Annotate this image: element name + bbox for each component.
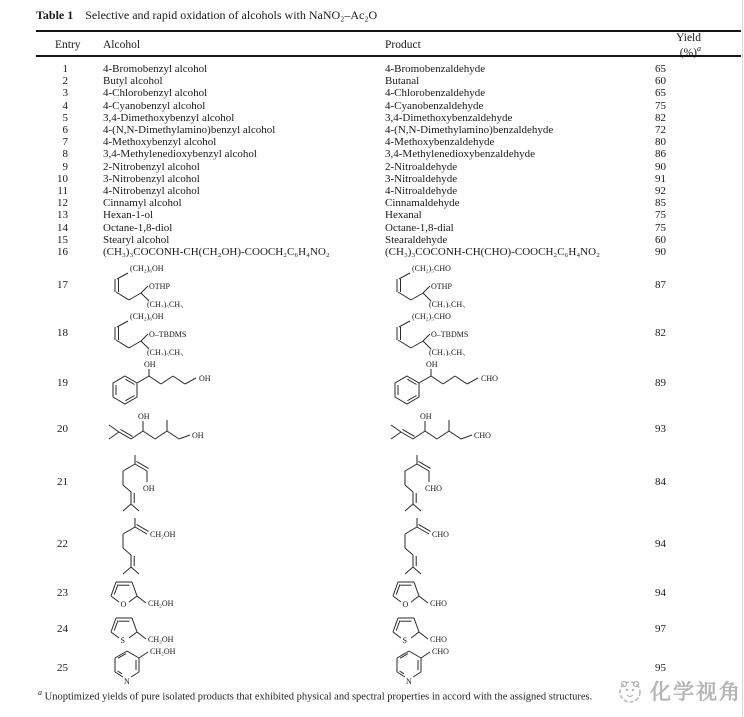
terminal-group-label: CH₂OH — [150, 647, 176, 657]
entry-cell: 16 — [57, 246, 68, 259]
entry-cell: 18 — [57, 327, 68, 340]
product-structure — [385, 513, 495, 575]
table-title: Selective and rapid oxidation of alcohols with NaNO₂–Ac₂O — [85, 8, 378, 22]
table-row — [36, 87, 741, 99]
product-cell: Octane-1,8-dial — [385, 221, 454, 234]
table-row — [36, 75, 741, 87]
alcohol-cell: 3-Nitrobenzyl alcohol — [103, 172, 200, 185]
alcohol-structure — [103, 310, 233, 356]
alcohol-cell: 4-Nitrobenzyl alcohol — [103, 185, 200, 198]
column-header-alcohol: Alcohol — [103, 39, 141, 52]
chain-label: (CH₂)₆OH — [130, 264, 164, 274]
terminal-group-label: CHO — [432, 530, 449, 540]
alcohol-structure — [103, 513, 213, 575]
alcohol-cell: 4-Chlorobenzyl alcohol — [103, 87, 208, 100]
table-row — [36, 611, 741, 646]
entry-cell: 24 — [57, 622, 68, 635]
product-cell: Stearaldehyde — [385, 233, 448, 246]
table-row — [36, 451, 741, 513]
product-structure — [385, 408, 565, 450]
protecting-group-label: OTHP — [431, 282, 452, 292]
table-header-row — [36, 32, 741, 57]
yield-header-text: Yield (%) — [676, 32, 701, 59]
yield-cell: 75 — [655, 221, 666, 234]
product-cell: 4-Chlorobenzaldehyde — [385, 87, 486, 100]
entry-cell: 11 — [57, 185, 68, 198]
product-cell: Hexanal — [385, 209, 422, 222]
table-body — [36, 57, 741, 688]
table-row — [36, 173, 741, 185]
column-header-product: Product — [385, 39, 421, 52]
terminal-group-label: CHO — [432, 647, 449, 657]
table-row — [36, 406, 741, 451]
terminal-group-label: OH — [199, 374, 211, 384]
terminal-group-label: CHO — [474, 430, 491, 440]
hydroxyl-label: OH — [420, 411, 432, 421]
table-row — [36, 358, 741, 406]
terminal-group-label: CH₂OH — [148, 634, 174, 644]
table-row — [36, 222, 741, 234]
chain-label: (CH₂)₅CHO — [412, 312, 451, 322]
yield-cell: 85 — [655, 197, 666, 210]
alcohol-cell: 4-Methoxybenzyl alcohol — [103, 136, 217, 149]
product-cell: 3,4-Methylenedioxybenzaldehyde — [385, 148, 535, 161]
table-row — [36, 308, 741, 358]
alcohol-cell: 4-Bromobenzyl alcohol — [103, 63, 208, 75]
footnote-marker: a — [38, 688, 42, 697]
product-cell: Cinnamaldehyde — [385, 197, 460, 210]
alcohol-structure — [103, 612, 213, 646]
product-structure — [385, 310, 515, 356]
alcohol-cell: Butyl alcohol — [103, 75, 163, 88]
product-structure — [385, 358, 565, 408]
yield-cell: 95 — [655, 662, 666, 675]
table-row — [36, 124, 741, 136]
entry-cell: 25 — [57, 662, 68, 675]
product-cell: 2-Nitroaldehyde — [385, 160, 458, 173]
yield-cell: 82 — [655, 111, 666, 124]
alcohol-cell: Hexan-1-ol — [103, 209, 154, 222]
yield-cell: 90 — [655, 246, 666, 259]
table-row — [36, 100, 741, 112]
alcohol-structure — [103, 262, 233, 308]
yield-cell: 86 — [655, 148, 666, 161]
terminal-group-label: OH — [143, 484, 155, 494]
entry-cell: 4 — [62, 99, 68, 112]
heteroatom-label: N — [124, 677, 130, 687]
yield-cell: 84 — [655, 476, 666, 489]
entry-cell: 15 — [57, 233, 68, 246]
chain-label: (CH₂)₆OH — [130, 312, 164, 322]
chain-label: (CH₂)₅CH₃ — [147, 348, 183, 357]
alcohol-cell: 2-Nitrobenzyl alcohol — [103, 160, 200, 173]
yield-cell: 94 — [655, 538, 666, 551]
scan-edge-line — [742, 0, 743, 717]
heteroatom-label: S — [120, 635, 125, 645]
watermark-logo-icon — [615, 676, 645, 706]
chain-label: (CH₂)₅CHO — [412, 264, 451, 274]
table-row — [36, 234, 741, 246]
yield-cell: 87 — [655, 279, 666, 292]
hydroxyl-label: OH — [144, 360, 156, 370]
table-row — [36, 185, 741, 197]
watermark — [615, 676, 742, 706]
chain-label: (CH₂)₅CH₃ — [147, 300, 183, 309]
alcohol-cell: 4-Cyanobenzyl alcohol — [103, 99, 206, 112]
terminal-group-label: OH — [192, 430, 204, 440]
table-row — [36, 197, 741, 209]
yield-header-footnote-mark: a — [697, 44, 701, 53]
yield-cell: 60 — [655, 75, 666, 88]
product-cell: 4-Bromobenzaldehyde — [385, 63, 486, 75]
entry-cell: 22 — [57, 538, 68, 551]
alcohol-structure — [103, 358, 283, 408]
terminal-group-label: CHO — [425, 484, 442, 494]
entry-cell: 13 — [57, 209, 68, 222]
protecting-group-label: O–TBDMS — [149, 330, 187, 340]
alcohol-cell: 3,4-Dimethoxybenzyl alcohol — [103, 111, 235, 124]
alcohol-cell: Stearyl alcohol — [103, 233, 170, 246]
table-row — [36, 63, 741, 75]
entry-cell: 12 — [57, 197, 68, 210]
yield-cell: 72 — [655, 124, 666, 137]
terminal-group-label: CH₂OH — [150, 530, 176, 540]
table-row — [36, 246, 741, 258]
entry-cell: 6 — [62, 124, 68, 137]
heteroatom-label: O — [402, 600, 409, 610]
yield-cell: 75 — [655, 209, 666, 222]
heteroatom-label: O — [120, 600, 127, 610]
entry-cell: 17 — [57, 279, 68, 292]
terminal-group-label: CH₂OH — [148, 599, 174, 609]
table-row — [36, 262, 741, 308]
product-cell: 3,4-Dimethoxybenzaldehyde — [385, 111, 513, 124]
alcohol-structure — [103, 576, 213, 610]
column-header-entry: Entry — [55, 39, 81, 52]
yield-cell: 89 — [655, 377, 666, 390]
product-structure — [385, 576, 495, 610]
entry-cell: 19 — [57, 377, 68, 390]
table-row — [36, 148, 741, 160]
protecting-group-label: OTHP — [149, 282, 170, 292]
alcohol-cell: (CH₃)₃COCONH-CH(CH₂OH)-COOCH₂C₆H₄NO₂ — [103, 246, 330, 259]
entry-cell: 3 — [62, 87, 68, 100]
table-row — [36, 209, 741, 221]
yield-cell: 90 — [655, 160, 666, 173]
yield-cell: 92 — [655, 185, 666, 198]
table-caption — [36, 8, 377, 23]
column-header-yield — [655, 32, 741, 59]
product-cell: 3-Nitroaldehyde — [385, 172, 458, 185]
alcohol-cell: Cinnamyl alcohol — [103, 197, 182, 210]
chain-label: (CH₂)₅CH₃ — [429, 300, 465, 309]
entry-cell: 7 — [62, 136, 68, 149]
product-cell: 4-Methoxybenzaldehyde — [385, 136, 495, 149]
alcohol-structure — [103, 646, 213, 690]
watermark-text: 化学视角 — [650, 681, 742, 704]
yield-cell: 65 — [655, 63, 666, 75]
yield-cell: 94 — [655, 587, 666, 600]
yield-cell: 93 — [655, 422, 666, 435]
product-cell: 4-Cyanobenzaldehyde — [385, 99, 484, 112]
entry-cell: 1 — [62, 63, 68, 75]
alcohol-cell: 4-(N,N-Dimethylamino)benzyl alcohol — [103, 124, 276, 137]
yield-cell: 60 — [655, 233, 666, 246]
data-table — [36, 30, 741, 688]
entry-cell: 5 — [62, 111, 68, 124]
alcohol-cell: Octane-1,8-diol — [103, 221, 173, 234]
product-cell: Butanal — [385, 75, 420, 88]
yield-cell: 82 — [655, 327, 666, 340]
yield-cell: 65 — [655, 87, 666, 100]
product-structure — [385, 452, 485, 512]
entry-cell: 2 — [62, 75, 68, 88]
terminal-group-label: CHO — [430, 599, 447, 609]
heteroatom-label: S — [402, 635, 407, 645]
product-cell: (CH₃)₃COCONH-CH(CHO)-COOCH₂C₆H₄NO₂ — [385, 246, 600, 259]
terminal-group-label: CHO — [430, 634, 447, 644]
table-row — [36, 161, 741, 173]
table-row — [36, 513, 741, 575]
entry-cell: 21 — [57, 476, 68, 489]
product-cell: 4-(N,N-Dimethylamino)benzaldehyde — [385, 124, 554, 137]
terminal-group-label: CHO — [481, 374, 498, 384]
heteroatom-label: N — [406, 677, 412, 687]
product-structure — [385, 262, 515, 308]
yield-cell: 97 — [655, 622, 666, 635]
entry-cell: 14 — [57, 221, 68, 234]
table-row — [36, 575, 741, 611]
table-label: Table 1 — [36, 8, 74, 22]
yield-cell: 75 — [655, 99, 666, 112]
entry-cell: 9 — [62, 160, 68, 173]
footnote-text: Unoptimized yields of pure isolated products that exhibited physical and spectral properties in accord with the assigned structures. — [42, 691, 593, 703]
product-structure — [385, 646, 495, 690]
hydroxyl-label: OH — [138, 411, 150, 421]
table-row — [36, 112, 741, 124]
chain-label: (CH₂)₅CH₃ — [429, 348, 465, 357]
entry-cell: 20 — [57, 422, 68, 435]
entry-cell: 10 — [57, 172, 68, 185]
protecting-group-label: O–TBDMS — [431, 330, 469, 340]
entry-cell: 8 — [62, 148, 68, 161]
alcohol-structure — [103, 452, 203, 512]
yield-cell: 80 — [655, 136, 666, 149]
product-cell: 4-Nitroaldehyde — [385, 185, 458, 198]
product-structure — [385, 612, 495, 646]
table-row — [36, 136, 741, 148]
alcohol-structure — [103, 408, 283, 450]
entry-cell: 23 — [57, 587, 68, 600]
alcohol-cell: 3,4-Methylenedioxybenzyl alcohol — [103, 148, 257, 161]
yield-cell: 91 — [655, 172, 666, 185]
hydroxyl-label: OH — [426, 360, 438, 370]
